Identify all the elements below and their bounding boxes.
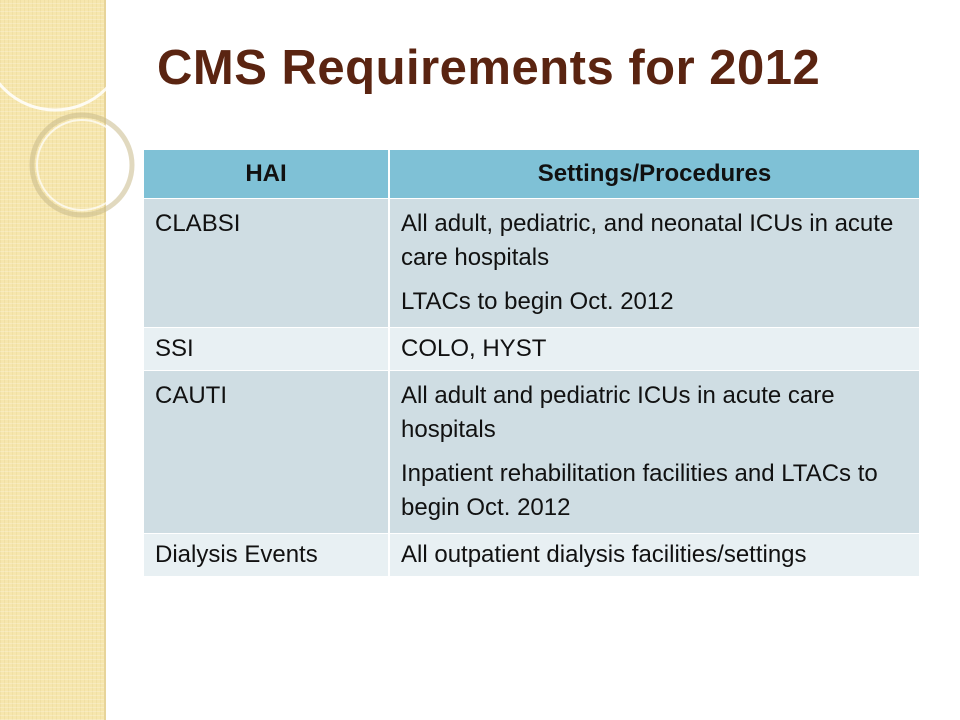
hai-name: CLABSI [155,210,241,237]
settings-text: COLO, HYST [401,335,547,362]
settings-text: All adult, pediatric, and neonatal ICUs in acute care hospitals [401,210,894,271]
hai-name: CAUTI [155,382,227,409]
header-settings-procedures: Settings/Procedures [389,150,919,199]
settings-text: Inpatient rehabilitation facilities and LTACs to begin Oct. 2012 [401,460,878,521]
header-hai: HAI [144,150,389,199]
cell-hai [144,371,389,534]
requirements-table [144,150,919,576]
cell-hai [144,328,389,371]
settings-text: LTACs to begin Oct. 2012 [401,288,674,315]
table-row [144,371,919,534]
cell-settings [389,534,919,577]
hai-name: Dialysis Events [155,541,318,568]
cell-settings [389,199,919,328]
table-row [144,328,919,371]
table-row [144,534,919,577]
cell-hai [144,199,389,328]
table-header-row [144,150,919,199]
table-row [144,199,919,328]
settings-text: All outpatient dialysis facilities/settings [401,541,807,568]
slide-title: CMS Requirements for 2012 [157,41,821,95]
hai-name: SSI [155,335,194,362]
cell-hai [144,534,389,577]
cell-settings [389,371,919,534]
decorative-side-band [0,0,106,720]
settings-text: All adult and pediatric ICUs in acute care hospitals [401,382,835,443]
cell-settings [389,328,919,371]
